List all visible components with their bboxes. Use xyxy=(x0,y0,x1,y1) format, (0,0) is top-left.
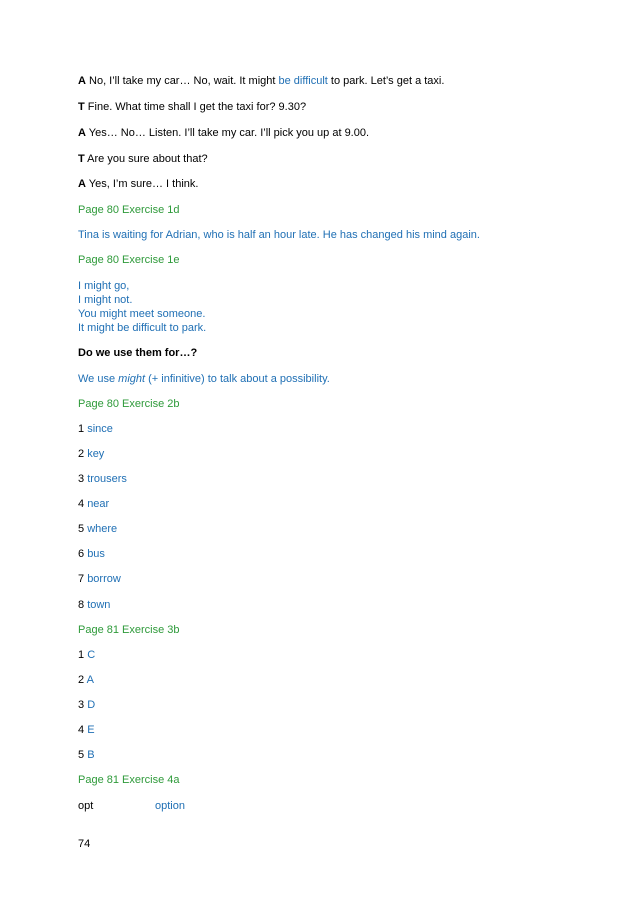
dialogue-line xyxy=(78,75,444,88)
list-item: 2 A xyxy=(78,674,94,686)
list-item: 2 key xyxy=(78,448,105,460)
list-item: 7 borrow xyxy=(78,573,121,585)
list-item: 1 C xyxy=(78,649,96,661)
list-item: 5 where xyxy=(78,523,118,535)
list-item: 3 trousers xyxy=(78,473,127,485)
dialogue-text: Fine. What time shall I get the taxi for? 9.30? xyxy=(84,101,307,113)
exercise-heading: Page 81 Exercise 4a xyxy=(78,774,180,786)
answer-line: I might go, xyxy=(78,280,130,292)
question-heading: Do we use them for…? xyxy=(78,347,198,359)
speaker-label: T xyxy=(78,101,85,113)
speaker-label: A xyxy=(78,75,86,87)
answer-line: It might be difficult to park. xyxy=(78,322,207,334)
answer-text: We use might (+ infinitive) to talk about a possibility. xyxy=(78,373,330,385)
word: opt xyxy=(78,800,94,812)
list-item: 5 B xyxy=(78,749,95,761)
speaker-label: A xyxy=(78,127,86,139)
page-number: 74 xyxy=(78,838,91,850)
list-item: 8 town xyxy=(78,599,111,611)
dialogue-line xyxy=(78,153,208,166)
dialogue-line xyxy=(78,178,198,191)
list-item: 4 near xyxy=(78,498,110,510)
speaker-label: A xyxy=(78,178,86,190)
dialogue-line xyxy=(78,101,306,114)
list-item: 1 since xyxy=(78,423,113,435)
answer-line: You might meet someone. xyxy=(78,308,206,320)
dialogue-text: No, I’ll take my car… No, wait. It might xyxy=(85,75,279,87)
answer-word: option xyxy=(155,800,185,812)
list-item: 4 E xyxy=(78,724,95,736)
answer-line: I might not. xyxy=(78,294,133,306)
speaker-label: T xyxy=(78,153,85,165)
highlighted-answer: be difficult xyxy=(278,75,328,87)
answer-text: Tina is waiting for Adrian, who is half an hour late. He has changed his mind again. xyxy=(78,229,480,241)
dialogue-line xyxy=(78,127,369,140)
word-pair xyxy=(78,800,278,813)
dialogue-text: Yes… No… Listen. I’ll take my car. I’ll pick you up at 9.00. xyxy=(85,127,370,139)
dialogue-text: Yes, I’m sure… I think. xyxy=(85,178,199,190)
list-item: 3 D xyxy=(78,699,96,711)
exercise-heading: Page 80 Exercise 1d xyxy=(78,204,180,216)
exercise-heading: Page 81 Exercise 3b xyxy=(78,624,180,636)
dialogue-text: Are you sure about that? xyxy=(84,153,208,165)
dialogue-text: to park. Let’s get a taxi. xyxy=(327,75,445,87)
list-item: 6 bus xyxy=(78,548,105,560)
exercise-heading: Page 80 Exercise 2b xyxy=(78,398,180,410)
exercise-heading: Page 80 Exercise 1e xyxy=(78,254,180,266)
